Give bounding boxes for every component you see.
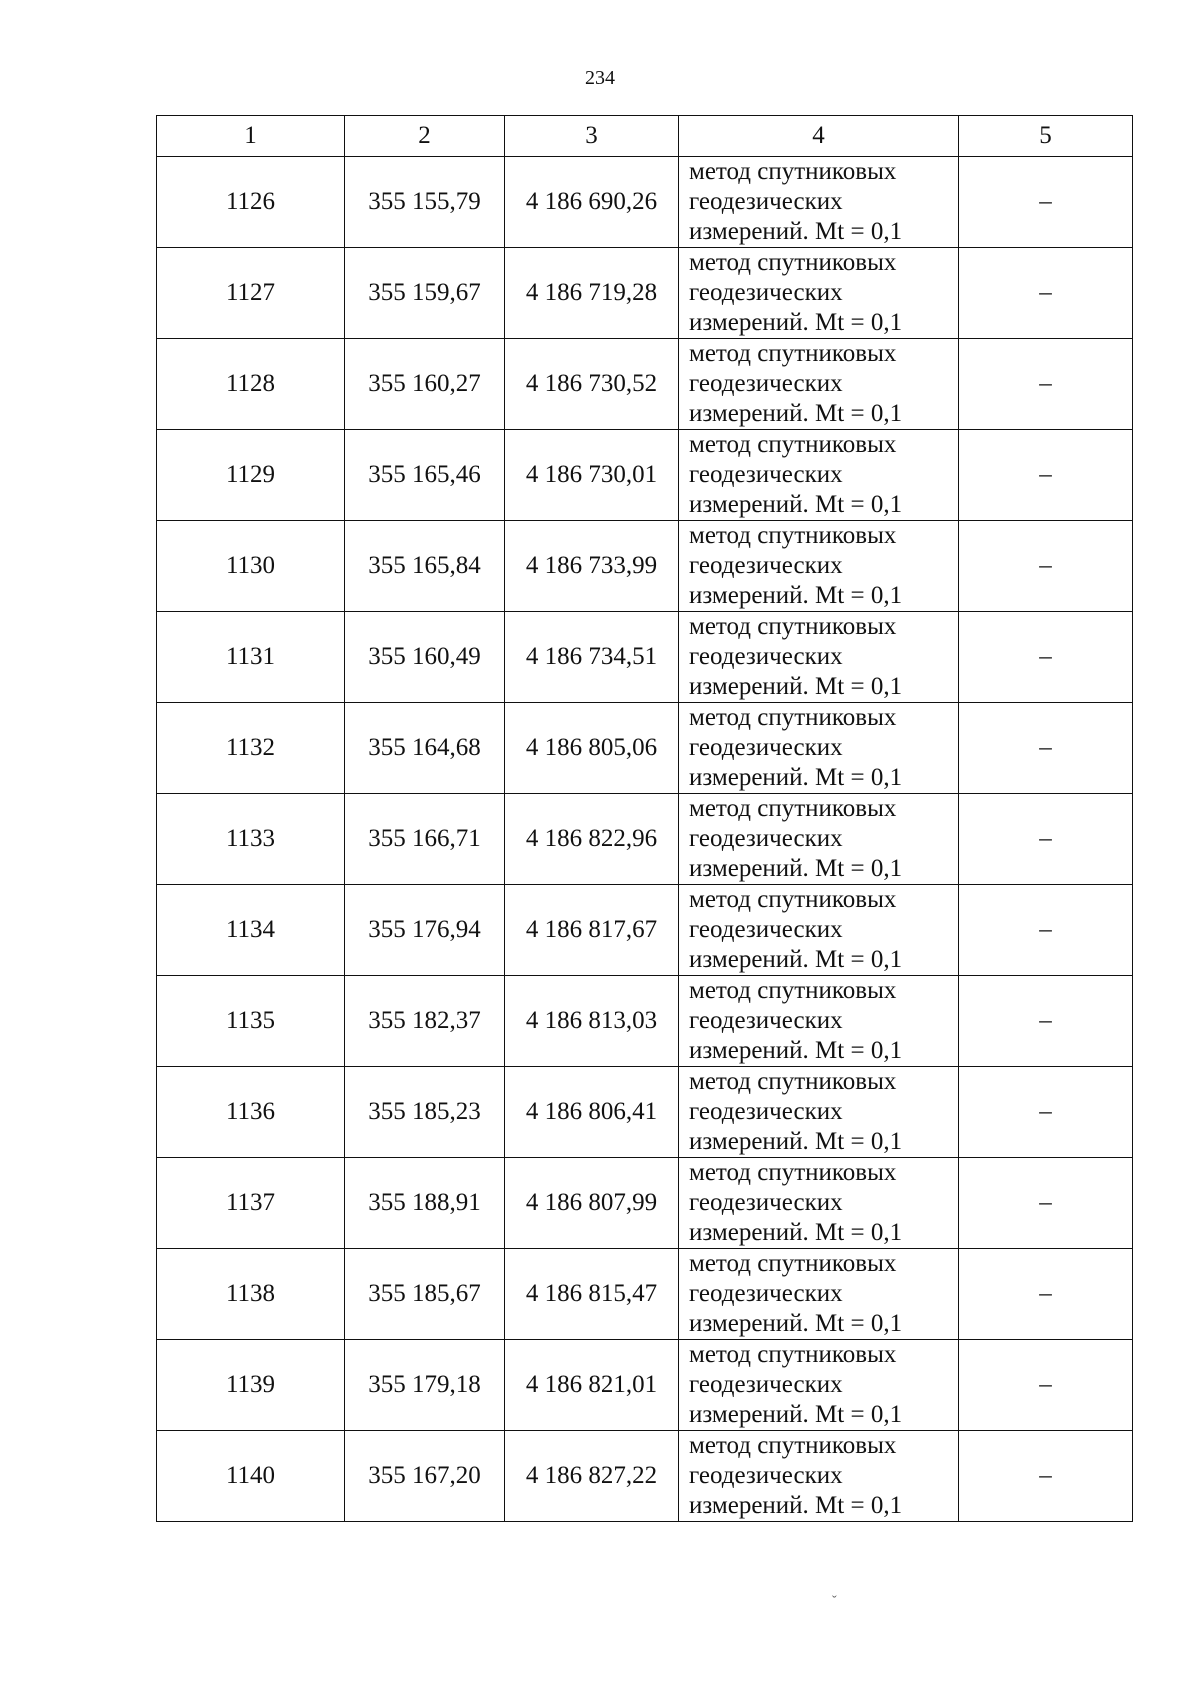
note-cell: – bbox=[959, 1067, 1133, 1158]
method-text-line: метод спутниковых bbox=[689, 249, 897, 276]
table-row bbox=[157, 521, 1133, 612]
table-row bbox=[157, 703, 1133, 794]
point-number-cell: 1127 bbox=[157, 248, 345, 339]
point-number-cell: 1133 bbox=[157, 794, 345, 885]
method-text-line: метод спутниковых bbox=[689, 1341, 897, 1368]
method-text-line: геодезических bbox=[689, 1189, 843, 1216]
table-row bbox=[157, 248, 1133, 339]
note-cell: – bbox=[959, 1158, 1133, 1249]
note-cell: – bbox=[959, 339, 1133, 430]
method-cell bbox=[679, 703, 959, 794]
point-number-cell: 1129 bbox=[157, 430, 345, 521]
method-text-line: геодезических bbox=[689, 188, 843, 215]
method-cell bbox=[679, 1249, 959, 1340]
column-header: 1 bbox=[157, 116, 345, 157]
note-cell: – bbox=[959, 1431, 1133, 1522]
method-text-line: метод спутниковых bbox=[689, 1250, 897, 1277]
method-text-line: геодезических bbox=[689, 1007, 843, 1034]
method-text-line: метод спутниковых bbox=[689, 795, 897, 822]
point-number-cell: 1131 bbox=[157, 612, 345, 703]
table-body bbox=[157, 157, 1133, 1522]
method-text-line: метод спутниковых bbox=[689, 431, 897, 458]
scan-artifact: ˇ bbox=[832, 1594, 837, 1609]
x-coordinate-cell: 355 160,27 bbox=[345, 339, 505, 430]
method-cell bbox=[679, 248, 959, 339]
x-coordinate-cell: 355 160,49 bbox=[345, 612, 505, 703]
y-coordinate-cell: 4 186 733,99 bbox=[505, 521, 679, 612]
column-header: 4 bbox=[679, 116, 959, 157]
method-text-line: измерений. Mt = 0,1 bbox=[689, 309, 903, 336]
y-coordinate-cell: 4 186 730,52 bbox=[505, 339, 679, 430]
method-text-line: измерений. Mt = 0,1 bbox=[689, 673, 903, 700]
point-number-cell: 1139 bbox=[157, 1340, 345, 1431]
x-coordinate-cell: 355 185,23 bbox=[345, 1067, 505, 1158]
note-cell: – bbox=[959, 430, 1133, 521]
x-coordinate-cell: 355 176,94 bbox=[345, 885, 505, 976]
method-text-line: метод спутниковых bbox=[689, 158, 897, 185]
method-cell bbox=[679, 794, 959, 885]
column-header: 2 bbox=[345, 116, 505, 157]
table-row bbox=[157, 1067, 1133, 1158]
point-number-cell: 1130 bbox=[157, 521, 345, 612]
note-cell: – bbox=[959, 976, 1133, 1067]
y-coordinate-cell: 4 186 813,03 bbox=[505, 976, 679, 1067]
method-text-line: измерений. Mt = 0,1 bbox=[689, 1219, 903, 1246]
table-header-row bbox=[157, 116, 1133, 157]
method-text-line: измерений. Mt = 0,1 bbox=[689, 400, 903, 427]
note-cell: – bbox=[959, 157, 1133, 248]
y-coordinate-cell: 4 186 822,96 bbox=[505, 794, 679, 885]
x-coordinate-cell: 355 166,71 bbox=[345, 794, 505, 885]
method-text-line: метод спутниковых bbox=[689, 522, 897, 549]
method-text-line: измерений. Mt = 0,1 bbox=[689, 582, 903, 609]
table-row bbox=[157, 1249, 1133, 1340]
method-text-line: геодезических bbox=[689, 1280, 843, 1307]
point-number-cell: 1140 bbox=[157, 1431, 345, 1522]
x-coordinate-cell: 355 155,79 bbox=[345, 157, 505, 248]
note-cell: – bbox=[959, 885, 1133, 976]
note-cell: – bbox=[959, 248, 1133, 339]
y-coordinate-cell: 4 186 827,22 bbox=[505, 1431, 679, 1522]
note-cell: – bbox=[959, 794, 1133, 885]
x-coordinate-cell: 355 188,91 bbox=[345, 1158, 505, 1249]
method-text-line: измерений. Mt = 0,1 bbox=[689, 218, 903, 245]
method-cell bbox=[679, 157, 959, 248]
table-row bbox=[157, 430, 1133, 521]
method-text-line: геодезических bbox=[689, 825, 843, 852]
method-text-line: метод спутниковых bbox=[689, 1068, 897, 1095]
point-number-cell: 1132 bbox=[157, 703, 345, 794]
x-coordinate-cell: 355 159,67 bbox=[345, 248, 505, 339]
method-cell bbox=[679, 1431, 959, 1522]
method-text-line: измерений. Mt = 0,1 bbox=[689, 1037, 903, 1064]
x-coordinate-cell: 355 165,46 bbox=[345, 430, 505, 521]
method-text-line: геодезических bbox=[689, 643, 843, 670]
method-text-line: метод спутниковых bbox=[689, 613, 897, 640]
method-cell bbox=[679, 1340, 959, 1431]
method-cell bbox=[679, 612, 959, 703]
point-number-cell: 1126 bbox=[157, 157, 345, 248]
method-text-line: метод спутниковых bbox=[689, 1432, 897, 1459]
method-text-line: геодезических bbox=[689, 1098, 843, 1125]
method-text-line: геодезических bbox=[689, 734, 843, 761]
note-cell: – bbox=[959, 703, 1133, 794]
note-cell: – bbox=[959, 1340, 1133, 1431]
method-text-line: метод спутниковых bbox=[689, 704, 897, 731]
table-row bbox=[157, 612, 1133, 703]
method-cell bbox=[679, 339, 959, 430]
table-row bbox=[157, 1340, 1133, 1431]
page-number: 234 bbox=[585, 67, 615, 89]
method-cell bbox=[679, 521, 959, 612]
y-coordinate-cell: 4 186 805,06 bbox=[505, 703, 679, 794]
x-coordinate-cell: 355 182,37 bbox=[345, 976, 505, 1067]
column-header: 3 bbox=[505, 116, 679, 157]
y-coordinate-cell: 4 186 734,51 bbox=[505, 612, 679, 703]
note-cell: – bbox=[959, 612, 1133, 703]
point-number-cell: 1128 bbox=[157, 339, 345, 430]
y-coordinate-cell: 4 186 807,99 bbox=[505, 1158, 679, 1249]
x-coordinate-cell: 355 165,84 bbox=[345, 521, 505, 612]
y-coordinate-cell: 4 186 690,26 bbox=[505, 157, 679, 248]
method-cell bbox=[679, 885, 959, 976]
table-row bbox=[157, 885, 1133, 976]
y-coordinate-cell: 4 186 821,01 bbox=[505, 1340, 679, 1431]
point-number-cell: 1138 bbox=[157, 1249, 345, 1340]
method-text-line: геодезических bbox=[689, 370, 843, 397]
method-text-line: измерений. Mt = 0,1 bbox=[689, 764, 903, 791]
y-coordinate-cell: 4 186 815,47 bbox=[505, 1249, 679, 1340]
method-text-line: геодезических bbox=[689, 1462, 843, 1489]
method-text-line: геодезических bbox=[689, 461, 843, 488]
method-text-line: метод спутниковых bbox=[689, 1159, 897, 1186]
table-row bbox=[157, 794, 1133, 885]
y-coordinate-cell: 4 186 719,28 bbox=[505, 248, 679, 339]
method-text-line: метод спутниковых bbox=[689, 977, 897, 1004]
method-cell bbox=[679, 1158, 959, 1249]
y-coordinate-cell: 4 186 730,01 bbox=[505, 430, 679, 521]
table-row bbox=[157, 157, 1133, 248]
coordinates-table bbox=[156, 115, 1133, 1522]
point-number-cell: 1134 bbox=[157, 885, 345, 976]
y-coordinate-cell: 4 186 817,67 bbox=[505, 885, 679, 976]
method-text-line: измерений. Mt = 0,1 bbox=[689, 1128, 903, 1155]
table-row bbox=[157, 339, 1133, 430]
method-text-line: измерений. Mt = 0,1 bbox=[689, 1310, 903, 1337]
method-text-line: измерений. Mt = 0,1 bbox=[689, 855, 903, 882]
method-text-line: метод спутниковых bbox=[689, 886, 897, 913]
point-number-cell: 1136 bbox=[157, 1067, 345, 1158]
column-header: 5 bbox=[959, 116, 1133, 157]
method-text-line: метод спутниковых bbox=[689, 340, 897, 367]
table-row bbox=[157, 1158, 1133, 1249]
x-coordinate-cell: 355 164,68 bbox=[345, 703, 505, 794]
method-text-line: измерений. Mt = 0,1 bbox=[689, 1492, 903, 1519]
method-cell bbox=[679, 430, 959, 521]
method-cell bbox=[679, 976, 959, 1067]
method-text-line: измерений. Mt = 0,1 bbox=[689, 946, 903, 973]
x-coordinate-cell: 355 185,67 bbox=[345, 1249, 505, 1340]
method-cell bbox=[679, 1067, 959, 1158]
point-number-cell: 1137 bbox=[157, 1158, 345, 1249]
table-row bbox=[157, 1431, 1133, 1522]
method-text-line: измерений. Mt = 0,1 bbox=[689, 1401, 903, 1428]
note-cell: – bbox=[959, 521, 1133, 612]
method-text-line: геодезических bbox=[689, 916, 843, 943]
method-text-line: геодезических bbox=[689, 1371, 843, 1398]
note-cell: – bbox=[959, 1249, 1133, 1340]
table-row bbox=[157, 976, 1133, 1067]
y-coordinate-cell: 4 186 806,41 bbox=[505, 1067, 679, 1158]
x-coordinate-cell: 355 167,20 bbox=[345, 1431, 505, 1522]
point-number-cell: 1135 bbox=[157, 976, 345, 1067]
method-text-line: измерений. Mt = 0,1 bbox=[689, 491, 903, 518]
x-coordinate-cell: 355 179,18 bbox=[345, 1340, 505, 1431]
method-text-line: геодезических bbox=[689, 552, 843, 579]
method-text-line: геодезических bbox=[689, 279, 843, 306]
